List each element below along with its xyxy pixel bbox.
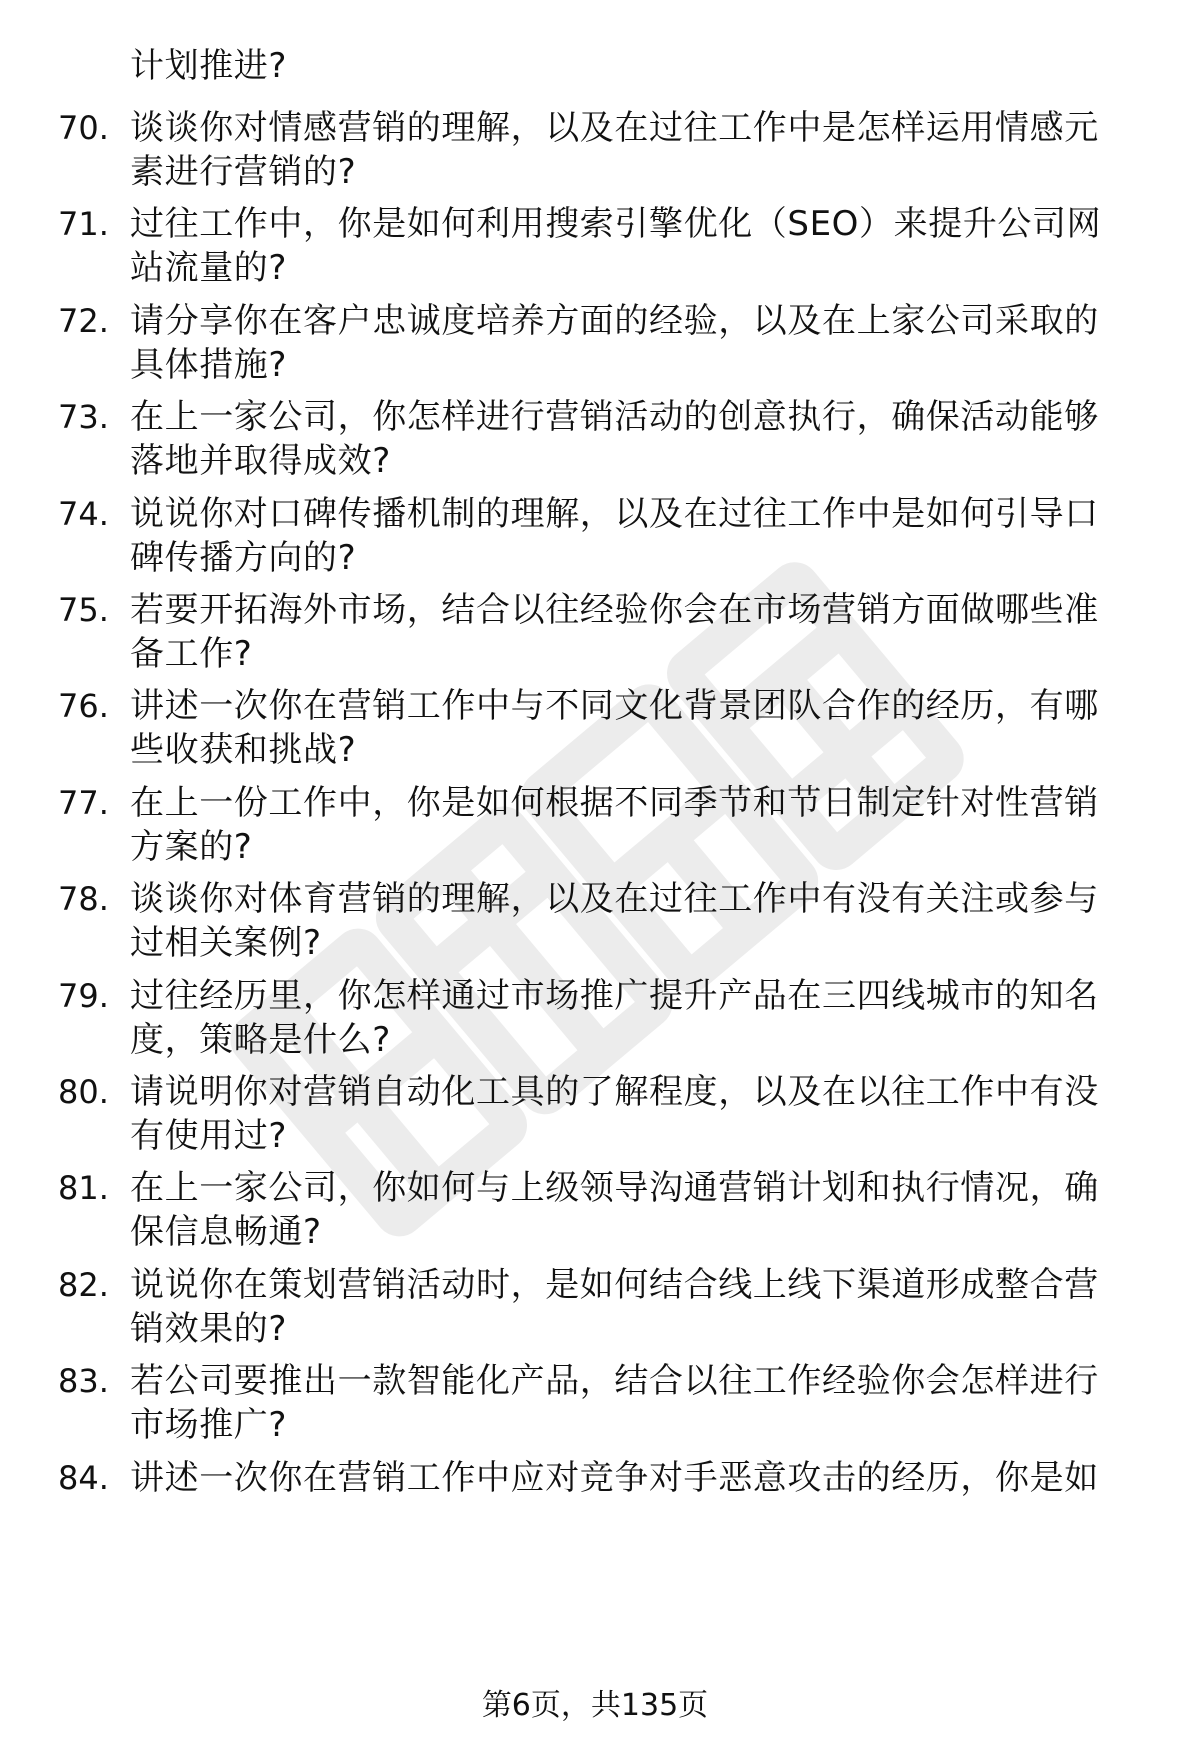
question-line: 在上一家公司，你如何与上级领导沟通营销计划和执行情况，确 xyxy=(130,1168,1099,1208)
question-text xyxy=(130,492,1140,580)
question-number: 83. xyxy=(58,1362,109,1400)
question-text xyxy=(130,684,1140,772)
question-number: 70. xyxy=(58,109,109,147)
question-line: 站流量的? xyxy=(130,248,288,288)
question-line: 在上一家公司，你怎样进行营销活动的创意执行，确保活动能够 xyxy=(130,397,1099,437)
question-line: 若公司要推出一款智能化产品，结合以往工作经验你会怎样进行 xyxy=(130,1361,1099,1401)
question-text xyxy=(130,44,1140,88)
question-line: 度，策略是什么? xyxy=(130,1020,391,1060)
question-number: 78. xyxy=(58,880,109,918)
question-number: 80. xyxy=(58,1073,109,1111)
question-text xyxy=(130,781,1140,869)
question-line: 备工作? xyxy=(130,634,253,674)
question-line: 方案的? xyxy=(130,827,253,867)
question-number: 77. xyxy=(58,784,109,822)
question-text xyxy=(130,1070,1140,1158)
question-number: 84. xyxy=(58,1459,109,1497)
question-line: 些收获和挑战? xyxy=(130,730,357,770)
question-line: 市场推广? xyxy=(130,1405,288,1445)
question-number: 71. xyxy=(58,205,109,243)
question-line: 计划推进? xyxy=(130,46,288,86)
question-line: 有使用过? xyxy=(130,1116,288,1156)
question-text xyxy=(130,106,1140,194)
question-text xyxy=(130,299,1140,387)
question-line: 具体措施? xyxy=(130,345,288,385)
question-line: 过往工作中，你是如何利用搜索引擎优化（SEO）来提升公司网 xyxy=(130,204,1102,244)
question-line: 过往经历里，你怎样通过市场推广提升产品在三四线城市的知名 xyxy=(130,976,1099,1016)
question-line: 说说你在策划营销活动时，是如何结合线上线下渠道形成整合营 xyxy=(130,1265,1099,1305)
question-text xyxy=(130,1166,1140,1254)
question-line: 落地并取得成效? xyxy=(130,441,391,481)
question-text xyxy=(130,202,1140,290)
question-number: 76. xyxy=(58,687,109,725)
question-text xyxy=(130,1359,1140,1447)
question-line: 说说你对口碑传播机制的理解，以及在过往工作中是如何引导口 xyxy=(130,494,1099,534)
question-number: 72. xyxy=(58,302,109,340)
question-number: 73. xyxy=(58,398,109,436)
question-line: 请说明你对营销自动化工具的了解程度，以及在以往工作中有没 xyxy=(130,1072,1099,1112)
question-line: 碑传播方向的? xyxy=(130,538,357,578)
question-text xyxy=(130,877,1140,965)
question-line: 素进行营销的? xyxy=(130,152,357,192)
question-number: 75. xyxy=(58,591,109,629)
question-number: 74. xyxy=(58,495,109,533)
question-line: 讲述一次你在营销工作中应对竞争对手恶意攻击的经历，你是如 xyxy=(130,1458,1099,1498)
question-line: 若要开拓海外市场，结合以往经验你会在市场营销方面做哪些准 xyxy=(130,590,1099,630)
question-line: 在上一份工作中，你是如何根据不同季节和节日制定针对性营销 xyxy=(130,783,1099,823)
question-line: 讲述一次你在营销工作中与不同文化背景团队合作的经历，有哪 xyxy=(130,686,1099,726)
question-number: 82. xyxy=(58,1266,109,1304)
question-line: 保信息畅通? xyxy=(130,1212,322,1252)
question-number: 81. xyxy=(58,1169,109,1207)
question-text xyxy=(130,1263,1140,1351)
question-text xyxy=(130,974,1140,1062)
question-number: 79. xyxy=(58,977,109,1015)
question-line: 过相关案例? xyxy=(130,923,322,963)
question-text xyxy=(130,1456,1140,1500)
page-footer: 第6页，共135页 xyxy=(481,1688,709,1723)
question-line: 销效果的? xyxy=(130,1309,288,1349)
question-text xyxy=(130,395,1140,483)
question-line: 谈谈你对情感营销的理解，以及在过往工作中是怎样运用情感元 xyxy=(130,108,1099,148)
question-line: 谈谈你对体育营销的理解，以及在过往工作中有没有关注或参与 xyxy=(130,879,1099,919)
question-line: 请分享你在客户忠诚度培养方面的经验，以及在上家公司采取的 xyxy=(130,301,1099,341)
question-text xyxy=(130,588,1140,676)
